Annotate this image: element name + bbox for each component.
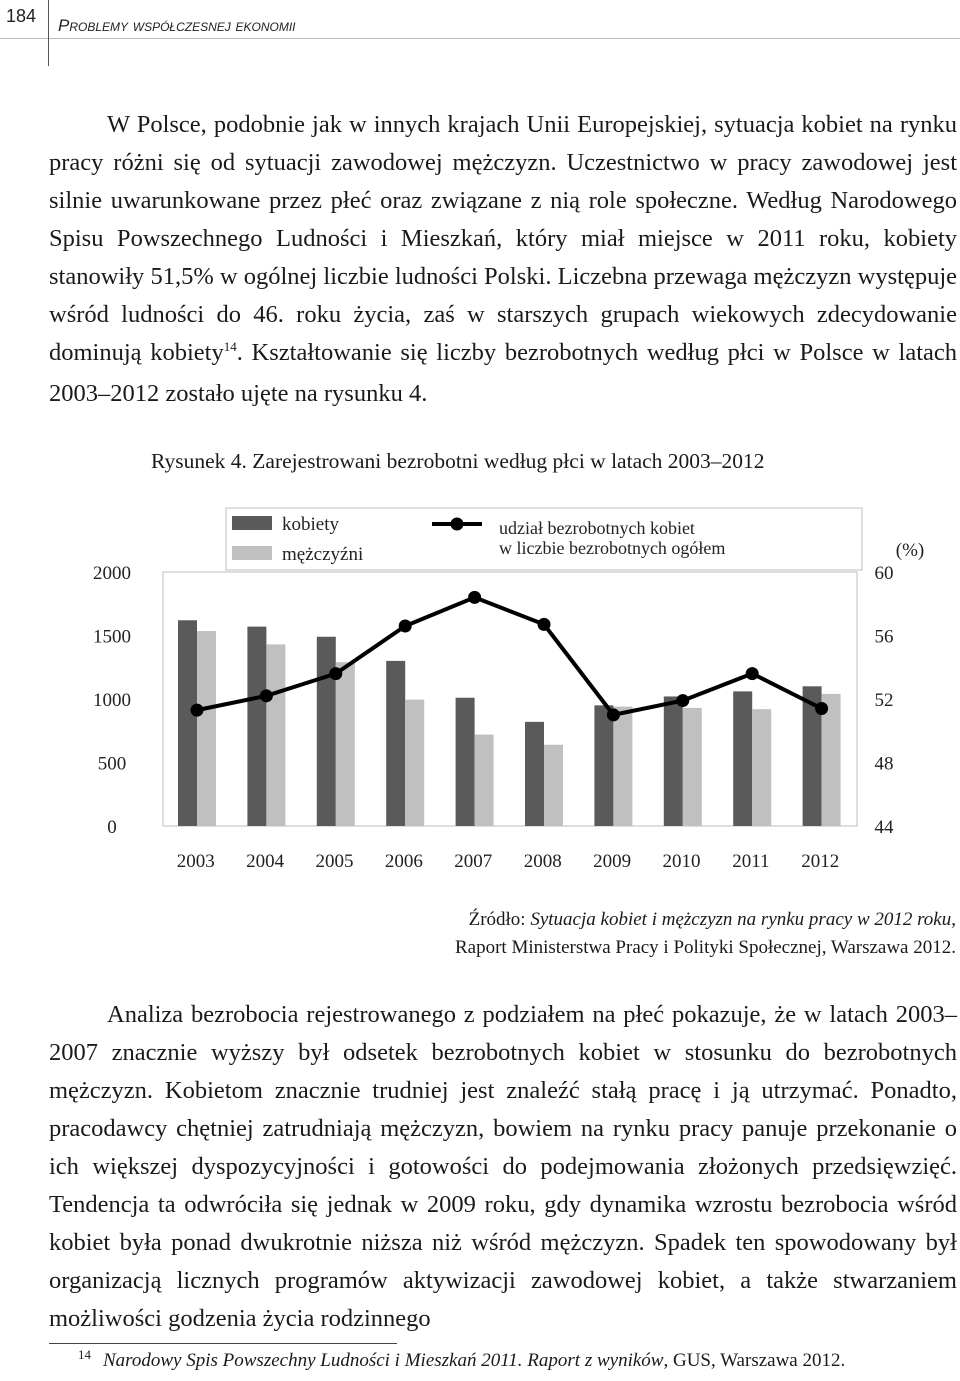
footnote-number: 14 [78, 1347, 91, 1362]
paragraph-intro-text-end: . Kształtowanie się liczby bezrobotnych według płci w Polsce w latach 2003–2012 zostało ujęte na rysunku 4. [49, 339, 957, 407]
footnote-title: Narodowy Spis Powszechny Ludności i Mieszkań 2011. Raport z wyników [103, 1350, 664, 1371]
paragraph-analysis: Analiza bezrobocia rejestrowanego z podziałem na płeć pokazuje, że w latach 2003–2007 znacznie wyższy był odsetek bezrobotnych kobiet w stosunku do bezrobotnych mężczyzn. Kobietom znacznie trudniej jest znaleźć stałą pracę i ją utrzymać. Ponadto, pracodawcy chętniej zatrudniają mężczyzn, bowiem na rynku pracy panuje przekonanie o ich większej dyspozycyjności i gotowości do podejmowania złożonych przedsięwzięć. Tendencja ta odwróciła się jednak w 2009 roku, gdy dynamika wzrostu bezrobocia wśród kobiet była ponad dwukrotnie niższa niż wśród mężczyzn. Spadek ten spowodowany był organizacją licznych programów aktywizacji zawodowej kobiet, a także stwarzaniem możliwości godzenia życia rodzinnego [49, 1001, 957, 1332]
bar-kobiety-2005 [317, 637, 336, 826]
right-tick-52: 52 [874, 690, 894, 711]
footnote [78, 1347, 846, 1372]
paragraph-intro-text: W Polsce, podobnie jak w innych krajach Unii Europejskiej, sytuacja kobiet na rynku pracy różni się od sytuacji zawodowej mężczyzn. Uczestnictwo w pracy zawodowej jest silnie uwarunkowane przez płeć oraz związane z nią role społeczne. Według Narodowego Spisu Powszechnego Ludności i Mieszkań, który miał miejsce w 2011 roku, kobiety stanowiły 51,5% w ogólnej liczbie ludności Polski. Liczebna przewaga mężczyzn występuje wśród ludności do 46. roku życia, zaś w starszych grupach wiekowych zdecydowanie dominują kobiety [49, 111, 957, 366]
bar-mezczyzni-2006 [405, 700, 424, 826]
header-divider [48, 0, 49, 66]
point-share-2004 [260, 689, 273, 702]
bar-mezczyzni-2003 [197, 631, 216, 826]
bar-kobiety-2009 [594, 705, 613, 826]
x-tick-2008: 2008 [523, 851, 562, 872]
x-tick-2006: 2006 [384, 851, 423, 872]
x-tick-2004: 2004 [246, 851, 285, 872]
x-tick-2005: 2005 [315, 851, 354, 872]
bar-kobiety-2011 [733, 691, 752, 826]
left-tick-500: 500 [97, 753, 127, 775]
left-tick-1500: 1500 [93, 626, 131, 648]
bar-kobiety-2003 [178, 620, 197, 826]
footnote-reference[interactable]: 14 [223, 339, 237, 354]
footnote-rule [49, 1343, 397, 1344]
bar-mezczyzni-2010 [683, 708, 702, 826]
left-tick-1000: 1000 [93, 690, 131, 711]
right-axis-unit: (%) [895, 540, 925, 561]
legend-swatch-kobiety [232, 516, 272, 530]
bar-mezczyzni-2005 [336, 662, 355, 826]
point-share-2008 [538, 618, 551, 631]
bar-mezczyzni-2004 [266, 644, 285, 826]
bar-mezczyzni-2011 [752, 709, 771, 826]
x-tick-2011: 2011 [732, 851, 770, 872]
bar-kobiety-2004 [247, 627, 266, 826]
bar-kobiety-2007 [456, 698, 475, 826]
unemployment-chart [0, 490, 960, 890]
legend-label-kobiety: kobiety [282, 514, 339, 535]
header-rule [0, 38, 960, 39]
bar-kobiety-2010 [664, 696, 683, 826]
point-share-2012 [815, 702, 828, 715]
left-tick-2000: 2000 [93, 563, 131, 584]
footnote-rest: , GUS, Warszawa 2012. [663, 1350, 846, 1371]
legend-swatch-mezczyzni [232, 546, 272, 560]
point-share-2005 [329, 667, 342, 680]
page-number: 184 [6, 6, 37, 26]
source-line-2: Raport Ministerstwa Pracy i Polityki Społecznej, Warszawa 2012. [455, 937, 956, 958]
point-share-2007 [468, 591, 481, 604]
figure-caption: Rysunek 4. Zarejestrowani bezrobotni według płci w latach 2003–2012 [151, 449, 765, 473]
bar-mezczyzni-2007 [475, 735, 494, 826]
bar-mezczyzni-2009 [613, 707, 632, 826]
left-tick-0: 0 [107, 817, 117, 838]
point-share-2003 [191, 704, 204, 717]
source-label: Źródło: [468, 909, 531, 930]
legend-label-share-line1: udział bezrobotnych kobiet [499, 518, 695, 538]
paragraph-intro [49, 106, 957, 413]
x-tick-2007: 2007 [454, 851, 493, 872]
right-tick-56: 56 [874, 626, 894, 648]
x-tick-2012: 2012 [801, 851, 840, 872]
line-share-women [197, 597, 822, 714]
x-tick-2003: 2003 [176, 851, 215, 872]
bar-kobiety-2008 [525, 722, 544, 826]
point-share-2009 [607, 708, 620, 721]
right-tick-48: 48 [874, 753, 894, 775]
legend-label-share-line2: w liczbie bezrobotnych ogółem [499, 538, 726, 558]
legend-label-mezczyzni: mężczyźni [282, 544, 364, 565]
source-title-comma: , [951, 909, 956, 930]
point-share-2006 [399, 619, 412, 632]
x-tick-2009: 2009 [593, 851, 632, 872]
bar-mezczyzni-2008 [544, 745, 563, 826]
running-title: Problemy współczesnej ekonomii [58, 16, 296, 35]
source-line-1 [455, 906, 956, 934]
right-tick-44: 44 [874, 817, 894, 838]
source-title: Sytuacja kobiet i mężczyzn na rynku pracy w 2012 roku [530, 909, 952, 930]
point-share-2010 [676, 694, 689, 707]
bar-kobiety-2006 [386, 661, 405, 826]
point-share-2011 [746, 667, 759, 680]
right-tick-60: 60 [874, 563, 894, 584]
x-tick-2010: 2010 [662, 851, 701, 872]
legend-line-marker [451, 518, 464, 531]
figure-source [455, 906, 956, 962]
